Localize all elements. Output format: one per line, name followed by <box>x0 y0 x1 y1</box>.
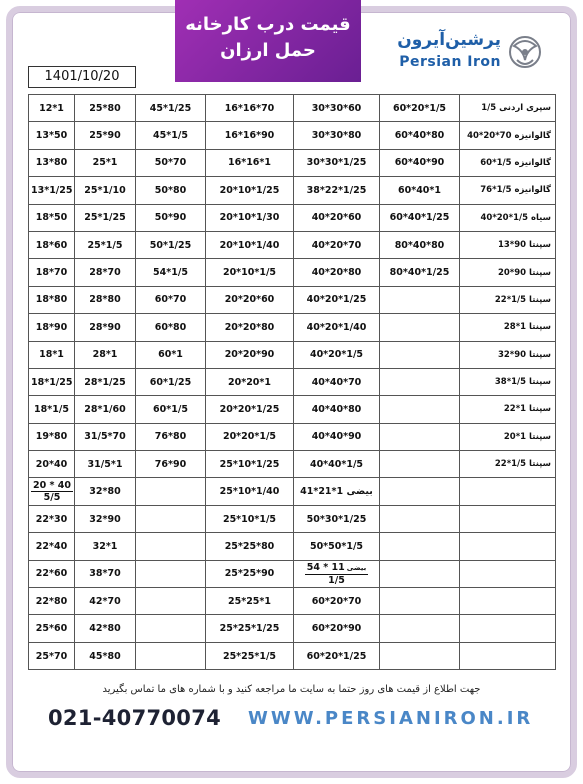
table-cell: 60*40*1 <box>380 177 460 204</box>
table-row <box>29 122 556 149</box>
table-cell <box>136 505 206 532</box>
table-cell: 80*40*80 <box>380 231 460 258</box>
table-cell: سپنتا 1/5*22 <box>460 286 556 313</box>
table-cell: 18*1/5 <box>29 396 75 423</box>
table-cell: 28*80 <box>75 286 136 313</box>
table-cell: 50*1/25 <box>136 231 206 258</box>
table-cell: 13*80 <box>29 149 75 176</box>
table-cell <box>380 423 460 450</box>
table-cell <box>380 642 460 669</box>
table-cell <box>460 615 556 642</box>
table-cell: 40*40*70 <box>294 368 380 395</box>
table-cell: 18*70 <box>29 259 75 286</box>
table-cell: 60*1/25 <box>136 368 206 395</box>
table-cell: 28*1/25 <box>75 368 136 395</box>
table-row <box>29 95 556 122</box>
table-row <box>29 341 556 368</box>
table-cell: 28*1/60 <box>75 396 136 423</box>
table-cell <box>29 478 75 505</box>
title-banner <box>175 0 361 82</box>
table-cell: 28*1 <box>75 341 136 368</box>
table-cell: 20*10*1/25 <box>206 177 294 204</box>
table-row <box>29 231 556 258</box>
table-cell: 13*1/25 <box>29 177 75 204</box>
table-cell: 20*10*1/5 <box>206 259 294 286</box>
table-cell: 42*70 <box>75 588 136 615</box>
table-cell: 60*20*90 <box>294 615 380 642</box>
table-cell: 30*30*1/25 <box>294 149 380 176</box>
table-cell: 32*80 <box>75 478 136 505</box>
table-cell <box>380 451 460 478</box>
table-cell <box>136 615 206 642</box>
table-cell: 60*40*80 <box>380 122 460 149</box>
fraction-note: بیضی <box>346 563 367 572</box>
table-row <box>29 588 556 615</box>
table-row <box>29 451 556 478</box>
table-row <box>29 177 556 204</box>
table-cell: 16*16*1 <box>206 149 294 176</box>
table-cell: 30*30*80 <box>294 122 380 149</box>
table-cell: 20*20*1/5 <box>206 423 294 450</box>
logo-persian-text: پرشین‌آیرون <box>397 30 501 50</box>
table-cell: 22*30 <box>29 505 75 532</box>
table-cell: 50*50*1/5 <box>294 533 380 560</box>
table-cell: 20*20*90 <box>206 341 294 368</box>
table-cell: گالوانیزه 1/5*60 <box>460 149 556 176</box>
table-cell: 38*22*1/25 <box>294 177 380 204</box>
table-cell: سیاه 1/5*20*40 <box>460 204 556 231</box>
table-cell: 50*70 <box>136 149 206 176</box>
table-cell: 25*1/25 <box>75 204 136 231</box>
date-label: 1401/10/20 <box>28 66 136 88</box>
table-cell: سپنتا 1/5*22 <box>460 451 556 478</box>
table-cell: 40*20*70 <box>294 231 380 258</box>
table-cell: 45*1/25 <box>136 95 206 122</box>
table-row <box>29 314 556 341</box>
table-cell: 18*80 <box>29 286 75 313</box>
table-cell: 25*25*1/25 <box>206 615 294 642</box>
table-cell: سپنتا 1/5*38 <box>460 368 556 395</box>
table-cell: گالوانیزه 70*20*40 <box>460 122 556 149</box>
table-cell: 40*20*80 <box>294 259 380 286</box>
table-cell: سپری اردنی 1/5 <box>460 95 556 122</box>
table-cell: 20*20*60 <box>206 286 294 313</box>
table-cell: 60*20*1/5 <box>380 95 460 122</box>
footer-note: جهت اطلاع از قیمت های روز حتما به سایت ما مراجعه کنید و با شماره های ما تماس بگیرید <box>102 684 481 695</box>
website-url: WWW.PERSIANIRON.IR <box>248 708 534 729</box>
table-row <box>29 259 556 286</box>
table-cell: 20*10*1/40 <box>206 231 294 258</box>
table-cell: 18*90 <box>29 314 75 341</box>
table-cell <box>380 615 460 642</box>
table-cell: 30*30*60 <box>294 95 380 122</box>
table-cell: سپنتا 90*13 <box>460 231 556 258</box>
table-cell: 20*20*80 <box>206 314 294 341</box>
table-cell: 60*40*90 <box>380 149 460 176</box>
table-cell: 50*80 <box>136 177 206 204</box>
fraction-numerator: 54 * 11 بیضی <box>306 561 367 573</box>
fraction-denominator: 1/5 <box>328 574 345 586</box>
table-cell: سپنتا 90*20 <box>460 259 556 286</box>
logo-mark-icon <box>505 30 545 74</box>
table-row <box>29 149 556 176</box>
table-cell <box>380 286 460 313</box>
table-row <box>29 423 556 450</box>
table-cell: 40*40*1/5 <box>294 451 380 478</box>
table-cell: 60*20*70 <box>294 588 380 615</box>
table-cell: سپنتا 1*28 <box>460 314 556 341</box>
table-cell: 45*80 <box>75 642 136 669</box>
fraction <box>31 480 73 503</box>
fraction-denominator: 5/5 <box>43 492 61 504</box>
table-cell <box>460 560 556 587</box>
table-cell: 42*80 <box>75 615 136 642</box>
table-cell <box>380 368 460 395</box>
table-cell: 40*40*80 <box>294 396 380 423</box>
phone-number: 021-40770074 <box>48 706 222 730</box>
table-row <box>29 286 556 313</box>
table-row <box>29 204 556 231</box>
table-cell <box>136 478 206 505</box>
table-cell: 18*50 <box>29 204 75 231</box>
table-cell: 76*80 <box>136 423 206 450</box>
table-row <box>29 615 556 642</box>
table-cell: 18*1/25 <box>29 368 75 395</box>
table-cell <box>136 588 206 615</box>
table-cell: بیضی 1*21*41 <box>294 478 380 505</box>
table-cell <box>460 533 556 560</box>
table-cell: 20*20*1 <box>206 368 294 395</box>
table-row <box>29 478 556 505</box>
title-line-1: قیمت درب کارخانه <box>185 14 351 35</box>
table-cell: 25*25*90 <box>206 560 294 587</box>
table-cell: 16*16*70 <box>206 95 294 122</box>
table-cell: 22*40 <box>29 533 75 560</box>
table-cell <box>380 314 460 341</box>
table-cell: 25*1 <box>75 149 136 176</box>
table-row <box>29 642 556 669</box>
table-cell <box>136 533 206 560</box>
table-cell: 25*25*80 <box>206 533 294 560</box>
table-cell: 32*90 <box>75 505 136 532</box>
table-cell <box>380 533 460 560</box>
table-cell: 31/5*1 <box>75 451 136 478</box>
table-cell: 28*90 <box>75 314 136 341</box>
table-cell: 40*20*1/5 <box>294 341 380 368</box>
table-cell <box>460 478 556 505</box>
table-cell: 40*40*90 <box>294 423 380 450</box>
table-cell: 28*70 <box>75 259 136 286</box>
table-cell: 31/5*70 <box>75 423 136 450</box>
table-cell <box>136 560 206 587</box>
table-cell: سپنتا 1*22 <box>460 396 556 423</box>
table-cell: 60*40*1/25 <box>380 204 460 231</box>
price-table <box>28 94 556 670</box>
table-cell: 25*60 <box>29 615 75 642</box>
table-cell: 38*70 <box>75 560 136 587</box>
table-cell: 25*25*1/5 <box>206 642 294 669</box>
table-cell: 25*1/5 <box>75 231 136 258</box>
table-cell: 50*30*1/25 <box>294 505 380 532</box>
table-cell: 40*20*1/25 <box>294 286 380 313</box>
table-cell: 25*1/10 <box>75 177 136 204</box>
table-cell: 32*1 <box>75 533 136 560</box>
table-cell: گالوانیزه 1/5*76 <box>460 177 556 204</box>
table-cell <box>460 505 556 532</box>
table-cell: 40*20*60 <box>294 204 380 231</box>
title-line-2: حمل ارزان <box>220 40 316 61</box>
table-cell: 60*1 <box>136 341 206 368</box>
table-cell <box>380 396 460 423</box>
table-cell: 60*1/5 <box>136 396 206 423</box>
table-cell: 25*70 <box>29 642 75 669</box>
table-cell: 25*10*1/25 <box>206 451 294 478</box>
table-cell: 20*10*1/30 <box>206 204 294 231</box>
table-cell: 40*20*1/40 <box>294 314 380 341</box>
fraction <box>305 562 369 586</box>
table-cell <box>380 588 460 615</box>
table-cell <box>460 642 556 669</box>
table-cell <box>294 560 380 587</box>
table-cell: سپنتا 1*20 <box>460 423 556 450</box>
table-cell <box>460 588 556 615</box>
table-row <box>29 368 556 395</box>
table-cell: 18*1 <box>29 341 75 368</box>
table-cell: 45*1/5 <box>136 122 206 149</box>
table-cell: 54*1/5 <box>136 259 206 286</box>
table-cell: 25*10*1/40 <box>206 478 294 505</box>
table-cell: 20*20*1/25 <box>206 396 294 423</box>
table-cell: 60*20*1/25 <box>294 642 380 669</box>
table-cell: 25*80 <box>75 95 136 122</box>
table-cell <box>136 642 206 669</box>
table-cell: 18*60 <box>29 231 75 258</box>
table-cell <box>380 560 460 587</box>
table-cell <box>380 505 460 532</box>
table-cell: 50*90 <box>136 204 206 231</box>
table-cell: 12*1 <box>29 95 75 122</box>
table-cell: 16*16*90 <box>206 122 294 149</box>
table-cell: 25*90 <box>75 122 136 149</box>
table-cell <box>380 341 460 368</box>
table-cell: 25*25*1 <box>206 588 294 615</box>
table-cell: 80*40*1/25 <box>380 259 460 286</box>
table-cell: سپنتا 90*32 <box>460 341 556 368</box>
table-cell: 22*80 <box>29 588 75 615</box>
table-cell: 20*40 <box>29 451 75 478</box>
logo-english-text: Persian Iron <box>399 54 501 70</box>
brand-logo <box>395 26 545 78</box>
table-cell <box>380 478 460 505</box>
table-cell: 22*60 <box>29 560 75 587</box>
table-row <box>29 505 556 532</box>
table-cell: 76*90 <box>136 451 206 478</box>
fraction-numerator: 20 * 40 <box>33 480 72 492</box>
table-cell: 13*50 <box>29 122 75 149</box>
table-row <box>29 396 556 423</box>
table-cell: 25*10*1/5 <box>206 505 294 532</box>
table-row <box>29 560 556 587</box>
table-cell: 60*80 <box>136 314 206 341</box>
table-row <box>29 533 556 560</box>
table-cell: 19*80 <box>29 423 75 450</box>
table-cell: 60*70 <box>136 286 206 313</box>
